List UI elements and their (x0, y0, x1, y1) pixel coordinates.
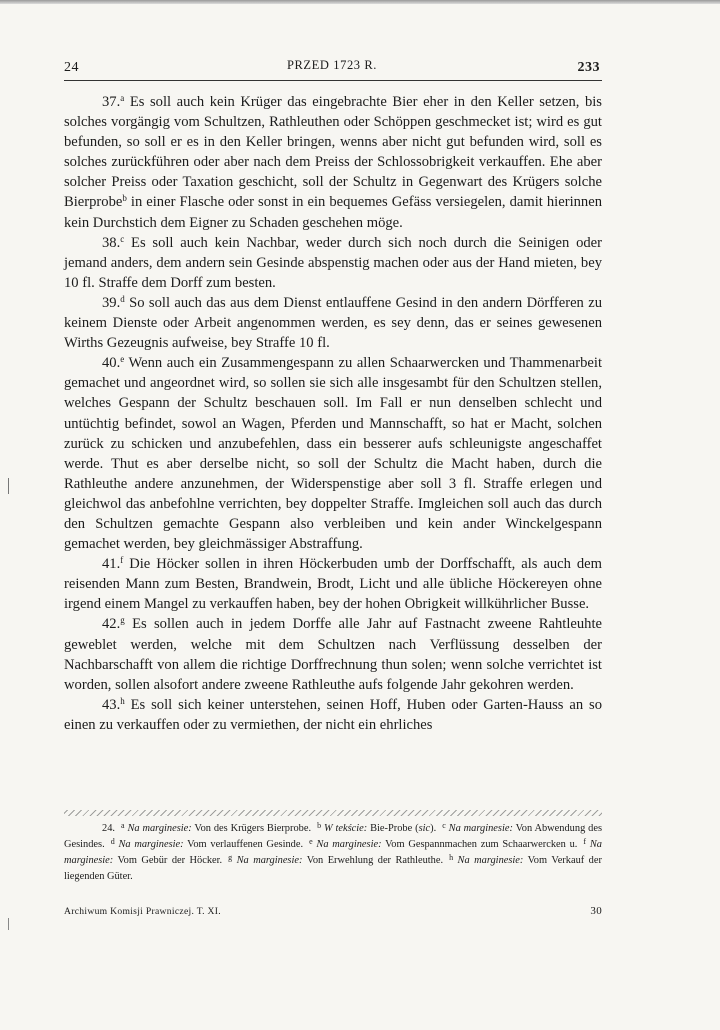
paragraph-number: 40. (102, 355, 121, 372)
footnote-marker: b (122, 193, 127, 204)
paragraph-text: Es sollen auch in jedem Dorffe alle Jahr auf Fastnacht zweene Rahtleuhte geweblet werden, welche mit dem Schultzen nach Verflüssung desselben der Nachbarschafft von allem die richtige Dorffrechnung thun solen; wenn solche verrichtet ist worden, sollen alsofort andere zweene Rathleuthe aufs folgende Jahr gekohren werden. (64, 616, 602, 693)
footnote-marker: h (449, 853, 454, 862)
footnote-note: Na marginesie: (127, 823, 192, 834)
paragraph-43 (64, 695, 602, 735)
body-text (64, 92, 602, 735)
footnote-note: Na marginesie: (457, 855, 524, 866)
footnote-text: Vom Gebür der Höcker. (113, 855, 223, 866)
footnote-text: Von Erwehlung der Rathleuthe. (302, 855, 444, 866)
footnote-marker: f (583, 837, 587, 846)
paragraph-37 (64, 92, 602, 233)
paragraph-text: Die Höcker sollen in ihren Höckerbuden umb der Dorffschafft, als auch dem reisenden Mann zum Besten, Brandwein, Brodt, Licht und alle übliche Höckereyen ohne irgend einem Mangel zu verkauffen haben, bey der hohen Obrigkeit willkührlicher Busse. (64, 556, 602, 613)
footnote-text: Vom Verkauf der liegenden Güter. (64, 855, 602, 882)
footnote-marker: e (120, 354, 125, 365)
footnote-text: Von des Krügers Bierprobe. (191, 823, 312, 834)
paragraph-text: Es soll auch kein Krüger das eingebrachte Bier eher in den Keller setzen, bis solches vorgängig vom Schultzen, Rathleuthen oder Schöppen geschmecket ist; wird es gut befunden, so soll er es in den Keller bringen, wenns aber nicht gut befunden wird, soll es solches zurückführen oder aber nach dem Preiss der Schlossobrigkeit verkauffen. Ehe aber solcher Preiss oder Taxation geschicht, soll der Schultz in Gegenwart des Krügers solche Bierprobe (64, 94, 602, 211)
header-rule (64, 80, 602, 81)
scan-top-edge (0, 0, 720, 4)
page-number-left: 24 (64, 60, 79, 75)
footnote-separator (64, 810, 602, 816)
paragraph-text: So soll auch das aus dem Dienst entlauffene Gesind in den andern Dörfferen zu keinem Dienste oder Arbeit angenommen werden, es sey denn, das er seines gewesenen Wirths Gezeugnis aufweise, bey Straffe 10 fl. (64, 294, 602, 352)
footnote-text: Von Abwendung des Gesindes. (64, 823, 602, 850)
paragraph-40 (64, 353, 602, 554)
footnote-marker: e (309, 837, 313, 846)
footnote-note: Na marginesie: (118, 839, 184, 850)
footnote-note: W tekście: (323, 823, 368, 834)
footnote-marker: h (120, 695, 125, 706)
paragraph-42 (64, 614, 602, 694)
footnote-note: Na marginesie: (448, 823, 513, 834)
scan-margin-mark (8, 478, 9, 494)
footnote-marker: c (120, 233, 125, 244)
footnote-text: ). (430, 823, 437, 834)
footnote-marker: d (110, 837, 115, 846)
footnote-text: Vom verlauffenen Gesinde. (183, 839, 304, 850)
paragraph-text: Es soll auch kein Nachbar, weder durch sich noch durch die Seinigen oder jemand anders, dem andern sein Gesinde abspenstig machen oder aus der Hand mieten, bey 10 fl. Straffe dem Dorff zum besten. (64, 234, 602, 291)
paragraph-41 (64, 554, 602, 614)
paragraph-number: 37. (102, 94, 121, 110)
footnote-marker: g (228, 853, 233, 862)
footnote-lead: 24. (102, 823, 115, 834)
footnote-text: Vom Gespannmachen zum Schaarwercken u. (381, 839, 578, 850)
paragraph-number: 41. (102, 556, 121, 573)
footnote-marker: a (121, 821, 125, 830)
paragraph-number: 38. (102, 234, 121, 251)
footnote-note: Na marginesie: (236, 855, 303, 866)
footnote-marker: b (317, 821, 322, 830)
paragraph-text: Wenn auch ein Zusammengespann zu allen Schaarwercken und Thammenarbeit gemachet und angeordnet wird, so sollen sie sich alle insgesambt für den Schultzen stellen, welches Gespann der Schultz beschauen soll. Im Fall er nun denselben schlecht und untüchtig befindet, sowol an Wagen, Pferden und Mannschafft, so hat er Macht, solchen zurück zu schicken und anzubefehlen, dass ein besserer aufs schleunigste angeschaffet werde. Thut es aber derselbe nicht, so soll der Schultz die Macht haben, durch die Rathleuthe andere anzunehmen, der Widerspenstige aber soll 3 fl. Straffe erlegen und gleichwol das anbefohlne verrichten, bey doppelter Straffe. Imgleichen soll auch das durch den Schultzen gemachte Gespann also verbleiben und kein ander Winckelgespann gemachet werden, bey gleichmässiger Abstraffung. (64, 355, 602, 553)
paragraph-text: Es soll sich keiner unterstehen, seinen Hoff, Huben oder Garten-Hauss an so einen zu verkauffen oder zu vermiethen, der nicht ein ehrliches (64, 696, 602, 733)
paragraph-number: 39. (102, 294, 121, 311)
paragraph-number: 43. (102, 696, 121, 713)
footnote-note: Na marginesie: (316, 839, 382, 850)
paragraph-text: in einer Flasche oder sonst in ein bequemes Gefäss versiegelen, damit hierinnen kein Durchstich dem Eigner zu Schaden geschehen möge. (64, 194, 602, 231)
footnote-marker: a (120, 93, 125, 103)
footnotes (64, 821, 602, 885)
paragraph-number: 42. (102, 616, 121, 633)
footnote-note: Na marginesie: (64, 839, 602, 866)
running-title: PRZED 1723 R. (286, 58, 378, 72)
paragraph-39 (64, 293, 602, 353)
scan-margin-mark (8, 918, 9, 930)
footnote-paragraph (64, 821, 602, 885)
footnote-marker: g (120, 615, 125, 626)
printer-signature (64, 906, 602, 922)
running-head (64, 58, 600, 80)
signature-number: 30 (590, 905, 602, 917)
paragraph-38 (64, 233, 602, 293)
footnote-marker: f (120, 555, 124, 566)
page-number-right: 233 (577, 60, 600, 75)
footnote-note: sic (418, 823, 431, 834)
footnote-marker: c (442, 821, 446, 830)
footnote-text: Bie-Probe ( (367, 823, 419, 834)
signature-title: Archiwum Komisji Prawniczej. T. XI. (64, 906, 221, 917)
footnote-marker: d (120, 293, 125, 304)
